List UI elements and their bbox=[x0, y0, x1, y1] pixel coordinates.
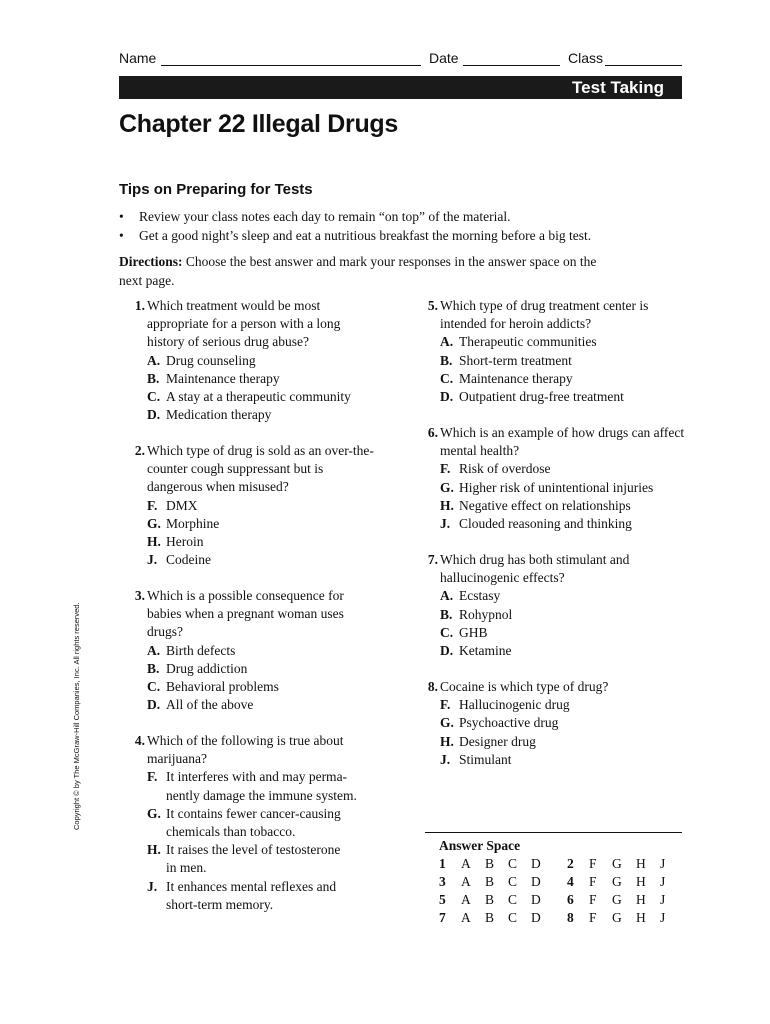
question-stem: Which is an example of how drugs can affect mental health? bbox=[440, 425, 685, 459]
answer-bubble[interactable]: H bbox=[636, 856, 646, 871]
question-stem: Which drug has both stimulant and hallucinogenic effects? bbox=[440, 552, 630, 586]
answer-option[interactable]: B. Maintenance therapy bbox=[147, 370, 280, 386]
answer-option[interactable]: B. Rohypnol bbox=[440, 606, 513, 622]
question-number: 1. bbox=[134, 298, 145, 313]
answer-option[interactable]: C. Maintenance therapy bbox=[440, 370, 573, 386]
question-stem: Which of the following is true about marijuana? bbox=[147, 733, 344, 767]
answer-option[interactable]: H. Designer drug bbox=[440, 733, 536, 749]
answer-option[interactable]: D. Ketamine bbox=[440, 643, 512, 659]
answer-bubble[interactable]: C bbox=[508, 910, 518, 925]
bullet-icon: • bbox=[119, 228, 124, 243]
answer-option[interactable]: A. Drug counseling bbox=[147, 352, 256, 368]
answer-option[interactable]: F. It interferes with and may perma- nently damage the immune system. bbox=[147, 769, 357, 803]
header-row bbox=[119, 50, 682, 70]
directions-label: Directions: bbox=[119, 254, 183, 269]
answer-option[interactable]: G. Psychoactive drug bbox=[440, 715, 559, 731]
tip-text: Get a good night’s sleep and eat a nutritious breakfast the morning before a big test. bbox=[139, 228, 592, 243]
question-stem: Which type of drug is sold as an over-the-counter cough suppressant but is dangerous when misused? bbox=[147, 443, 374, 495]
question-8 bbox=[414, 678, 664, 769]
question-4 bbox=[121, 732, 391, 914]
answer-bubble[interactable]: C bbox=[508, 892, 518, 907]
answer-option[interactable]: G. Morphine bbox=[147, 515, 220, 531]
answer-bubble[interactable]: J bbox=[660, 910, 666, 925]
question-stem: Which is a possible consequence for babies when a pregnant woman uses drugs? bbox=[147, 588, 344, 640]
class-label: Class bbox=[568, 50, 604, 66]
answer-option[interactable]: H. Negative effect on relationships bbox=[440, 497, 631, 513]
question-number: 6. bbox=[427, 425, 438, 440]
answer-option[interactable]: D. Outpatient drug-free treatment bbox=[440, 389, 624, 405]
answer-option[interactable]: J. Clouded reasoning and thinking bbox=[440, 516, 632, 532]
question-number: 5. bbox=[427, 298, 438, 313]
question-number: 3. bbox=[134, 588, 145, 603]
name-label: Name bbox=[119, 50, 157, 66]
answer-option[interactable]: C. A stay at a therapeutic community bbox=[147, 389, 351, 405]
question-3 bbox=[121, 587, 381, 714]
question-2 bbox=[121, 442, 381, 569]
chapter-title: Chapter 22 Illegal Drugs bbox=[119, 110, 398, 138]
answer-bubble[interactable]: F bbox=[589, 874, 597, 889]
answer-option[interactable]: A. Ecstasy bbox=[440, 588, 501, 604]
answer-bubble[interactable]: B bbox=[485, 874, 495, 889]
name-field[interactable] bbox=[161, 65, 421, 66]
question-stem: Cocaine is which type of drug? bbox=[440, 679, 609, 694]
bullet-icon: • bbox=[119, 209, 124, 224]
answer-bubble[interactable]: H bbox=[636, 874, 646, 889]
question-5 bbox=[414, 297, 686, 406]
answer-bubble[interactable]: A bbox=[461, 892, 471, 907]
answer-bubble[interactable]: F bbox=[589, 910, 597, 925]
question-stem: Which treatment would be most appropriate for a person with a long history of serious drug abuse? bbox=[147, 298, 341, 350]
answer-option[interactable]: D. All of the above bbox=[147, 697, 254, 713]
band-label: Test Taking bbox=[572, 78, 664, 97]
answer-option[interactable]: A. Therapeutic communities bbox=[440, 334, 597, 350]
answer-bubble[interactable]: G bbox=[612, 856, 622, 871]
answer-bubble[interactable]: G bbox=[612, 892, 622, 907]
tips-heading: Tips on Preparing for Tests bbox=[119, 181, 313, 198]
answer-bubble[interactable]: B bbox=[485, 892, 495, 907]
answer-option[interactable]: D. Medication therapy bbox=[147, 407, 272, 423]
answer-option[interactable]: B. Drug addiction bbox=[147, 660, 248, 676]
tip-bullet bbox=[119, 228, 591, 244]
answer-row: 1 A B C D 2 F G H J bbox=[439, 856, 666, 871]
question-number: 8. bbox=[427, 679, 438, 694]
answer-option[interactable]: H. It raises the level of testosterone in men. bbox=[147, 842, 341, 876]
answer-option[interactable]: B. Short-term treatment bbox=[440, 352, 572, 368]
answer-row: 5 A B C D 6 F G H J bbox=[439, 892, 666, 907]
answer-option[interactable]: G. It contains fewer cancer-causing chemicals than tobacco. bbox=[147, 805, 341, 840]
directions-text: Choose the best answer and mark your responses in the answer space on the next page. bbox=[119, 254, 597, 288]
answer-option[interactable]: G. Higher risk of unintentional injuries bbox=[440, 479, 654, 495]
date-field[interactable] bbox=[463, 65, 560, 66]
answer-space bbox=[425, 832, 682, 925]
tip-bullet bbox=[119, 209, 511, 225]
answer-bubble[interactable]: A bbox=[461, 874, 471, 889]
answer-bubble[interactable]: D bbox=[531, 874, 541, 889]
copyright-notice: Copyright © by The McGraw-Hill Companies, Inc. All rights reserved. bbox=[72, 602, 81, 830]
answer-bubble[interactable]: B bbox=[485, 910, 495, 925]
tip-text: Review your class notes each day to remain “on top” of the material. bbox=[139, 209, 511, 224]
question-number: 7. bbox=[427, 552, 438, 567]
class-field[interactable] bbox=[605, 65, 682, 66]
answer-bubble[interactable]: F bbox=[589, 856, 597, 871]
answer-bubble[interactable]: A bbox=[461, 856, 471, 871]
divider bbox=[425, 832, 682, 833]
answer-bubble[interactable]: D bbox=[531, 910, 541, 925]
answer-option[interactable]: C. GHB bbox=[440, 624, 488, 640]
answer-bubble[interactable]: H bbox=[636, 910, 646, 925]
question-stem: Which type of drug treatment center is intended for heroin addicts? bbox=[440, 298, 649, 332]
answer-option[interactable]: F. Risk of overdose bbox=[440, 461, 551, 477]
answer-row: 3 A B C D 4 F G H J bbox=[439, 874, 666, 889]
answer-option[interactable]: F. DMX bbox=[147, 497, 198, 513]
answer-option[interactable]: A. Birth defects bbox=[147, 642, 236, 658]
answer-bubble[interactable]: B bbox=[485, 856, 495, 871]
answer-bubble[interactable]: D bbox=[531, 892, 541, 907]
question-1 bbox=[121, 297, 381, 424]
answer-bubble[interactable]: D bbox=[531, 856, 541, 871]
answer-option[interactable]: H. Heroin bbox=[147, 534, 204, 550]
answer-row: 7 A B C D 8 F G H J bbox=[439, 910, 666, 925]
section-band bbox=[119, 76, 682, 99]
question-number: 4. bbox=[134, 733, 145, 748]
answer-bubble[interactable]: J bbox=[660, 874, 666, 889]
answer-bubble[interactable]: J bbox=[660, 892, 666, 907]
question-7 bbox=[414, 551, 664, 660]
answer-option[interactable]: J. Codeine bbox=[147, 552, 211, 568]
answer-option[interactable]: C. Behavioral problems bbox=[147, 679, 279, 695]
question-6 bbox=[414, 424, 686, 533]
question-number: 2. bbox=[134, 443, 145, 458]
date-label: Date bbox=[429, 50, 459, 66]
answer-bubble[interactable]: H bbox=[636, 892, 646, 907]
answer-bubble[interactable]: G bbox=[612, 874, 622, 889]
answer-space-title: Answer Space bbox=[439, 838, 521, 853]
answer-option[interactable]: J. It enhances mental reflexes and short-term memory. bbox=[147, 878, 337, 912]
directions bbox=[119, 253, 599, 290]
answer-bubble[interactable]: A bbox=[461, 910, 471, 925]
answer-option[interactable]: J. Stimulant bbox=[440, 751, 512, 767]
answer-bubble[interactable]: C bbox=[508, 856, 518, 871]
answer-bubble[interactable]: J bbox=[660, 856, 666, 871]
answer-bubble[interactable]: G bbox=[612, 910, 622, 925]
answer-bubble[interactable]: C bbox=[508, 874, 518, 889]
answer-option[interactable]: F. Hallucinogenic drug bbox=[440, 697, 570, 713]
answer-bubble[interactable]: F bbox=[589, 892, 597, 907]
